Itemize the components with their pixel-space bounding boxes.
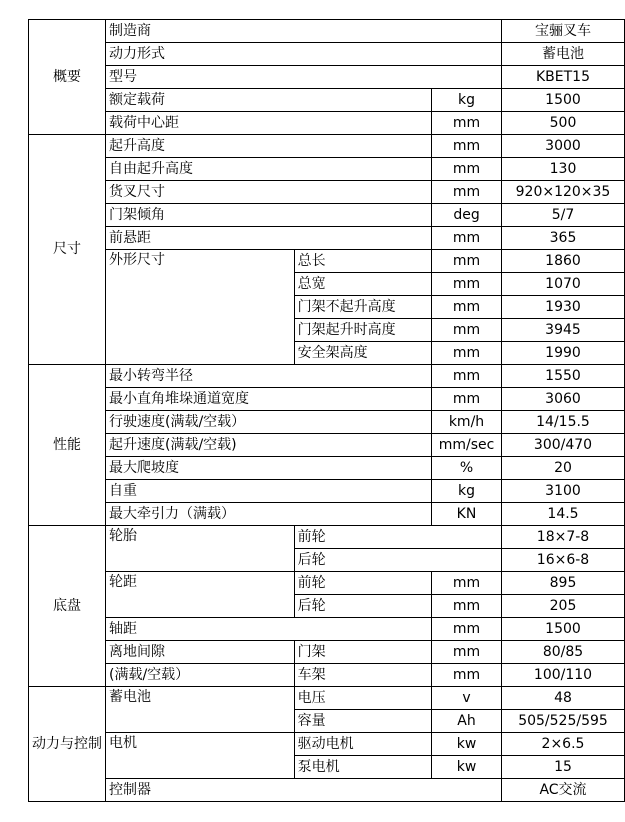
row-unit: mm [432, 319, 502, 342]
row-value: 505/525/595 [501, 710, 624, 733]
row-unit: mm [432, 296, 502, 319]
table-row [29, 66, 625, 89]
row-label: 最小直角堆垛通道宽度 [106, 388, 432, 411]
row-value: 205 [501, 595, 624, 618]
row-unit: mm [432, 388, 502, 411]
row-label: 电机 [106, 733, 295, 779]
row-unit: kg [432, 89, 502, 112]
spec-table [28, 19, 625, 802]
row-label: 起升高度 [106, 135, 432, 158]
row-label: 控制器 [106, 779, 502, 802]
row-value: 3000 [501, 135, 624, 158]
row-value: 1930 [501, 296, 624, 319]
table-row [29, 618, 625, 641]
sub-label: 后轮 [294, 595, 431, 618]
row-value: 14/15.5 [501, 411, 624, 434]
row-value: 1860 [501, 250, 624, 273]
row-value: 3060 [501, 388, 624, 411]
row-unit: kg [432, 480, 502, 503]
table-row [29, 250, 625, 273]
row-unit: mm [432, 227, 502, 250]
row-value: 48 [501, 687, 624, 710]
row-value: 500 [501, 112, 624, 135]
sub-label: 泵电机 [294, 756, 431, 779]
row-value: 100/110 [501, 664, 624, 687]
table-row [29, 480, 625, 503]
table-row [29, 779, 625, 802]
sub-label: 驱动电机 [294, 733, 431, 756]
row-value: 1500 [501, 618, 624, 641]
row-unit: mm [432, 618, 502, 641]
row-unit: mm [432, 342, 502, 365]
section-chassis: 底盘 [29, 526, 106, 687]
row-label: 最大爬坡度 [106, 457, 432, 480]
row-unit: mm [432, 572, 502, 595]
table-row [29, 457, 625, 480]
table-row [29, 43, 625, 66]
row-unit: mm [432, 158, 502, 181]
row-value: AC交流 [501, 779, 624, 802]
row-value: 2×6.5 [501, 733, 624, 756]
row-value: 3100 [501, 480, 624, 503]
table-row [29, 434, 625, 457]
row-value: 1500 [501, 89, 624, 112]
section-general: 概要 [29, 20, 106, 135]
sub-label: 门架起升时高度 [294, 319, 431, 342]
row-label: 自由起升高度 [106, 158, 432, 181]
row-label: 货叉尺寸 [106, 181, 432, 204]
row-label: 载荷中心距 [106, 112, 432, 135]
row-value: 1070 [501, 273, 624, 296]
table-row [29, 388, 625, 411]
section-power: 动力与控制 [29, 687, 106, 802]
row-value: 130 [501, 158, 624, 181]
row-unit: deg [432, 204, 502, 227]
row-label: 行驶速度(满载/空载） [106, 411, 432, 434]
sub-label: 门架 [294, 641, 431, 664]
row-value: 16×6-8 [501, 549, 624, 572]
table-row [29, 227, 625, 250]
sub-label: 安全架高度 [294, 342, 431, 365]
sub-label: 总长 [294, 250, 431, 273]
table-row [29, 687, 625, 710]
row-unit: mm [432, 664, 502, 687]
table-row [29, 135, 625, 158]
row-label: 离地间隙 [106, 641, 295, 664]
row-unit: mm [432, 595, 502, 618]
row-value: 蓄电池 [501, 43, 624, 66]
sub-label: 容量 [294, 710, 431, 733]
row-value: 18×7-8 [501, 526, 624, 549]
section-performance: 性能 [29, 365, 106, 526]
row-value: 20 [501, 457, 624, 480]
sub-label: 前轮 [294, 572, 431, 595]
row-unit: KN [432, 503, 502, 526]
row-value: 365 [501, 227, 624, 250]
row-value: 1990 [501, 342, 624, 365]
row-unit: % [432, 457, 502, 480]
row-label: 型号 [106, 66, 502, 89]
row-value: 15 [501, 756, 624, 779]
table-row [29, 365, 625, 388]
sub-label: 电压 [294, 687, 431, 710]
table-row [29, 503, 625, 526]
row-label: 最大牵引力（满载） [106, 503, 432, 526]
row-value: KBET15 [501, 66, 624, 89]
row-label: 蓄电池 [106, 687, 295, 733]
row-unit: mm [432, 250, 502, 273]
row-label: 前悬距 [106, 227, 432, 250]
row-unit: mm [432, 273, 502, 296]
table-row [29, 733, 625, 756]
row-unit: mm [432, 641, 502, 664]
sub-label: 车架 [294, 664, 431, 687]
sub-label: 前轮 [294, 526, 501, 549]
row-label: 自重 [106, 480, 432, 503]
sub-label: 总宽 [294, 273, 431, 296]
row-unit: v [432, 687, 502, 710]
row-unit: mm/sec [432, 434, 502, 457]
table-row [29, 112, 625, 135]
row-value: 1550 [501, 365, 624, 388]
row-label: 动力形式 [106, 43, 502, 66]
table-row [29, 572, 625, 595]
row-unit: kw [432, 756, 502, 779]
table-row [29, 20, 625, 43]
row-value: 3945 [501, 319, 624, 342]
table-row [29, 158, 625, 181]
row-value: 宝骊叉车 [501, 20, 624, 43]
table-row [29, 664, 625, 687]
row-unit: mm [432, 181, 502, 204]
row-label: 最小转弯半径 [106, 365, 432, 388]
row-value: 80/85 [501, 641, 624, 664]
row-unit: km/h [432, 411, 502, 434]
row-label: 轮距 [106, 572, 295, 618]
row-label: 外形尺寸 [106, 250, 295, 365]
row-value: 895 [501, 572, 624, 595]
row-unit: kw [432, 733, 502, 756]
row-unit: mm [432, 112, 502, 135]
section-dimensions: 尺寸 [29, 135, 106, 365]
row-label: 制造商 [106, 20, 502, 43]
row-label: 起升速度(满载/空载) [106, 434, 432, 457]
table-row [29, 89, 625, 112]
row-unit: mm [432, 135, 502, 158]
row-label-sub: (满载/空载） [106, 664, 295, 687]
row-label: 额定载荷 [106, 89, 432, 112]
row-label: 轮胎 [106, 526, 295, 572]
row-label: 轴距 [106, 618, 432, 641]
row-unit: mm [432, 365, 502, 388]
table-row [29, 181, 625, 204]
table-row [29, 526, 625, 549]
sub-label: 门架不起升高度 [294, 296, 431, 319]
row-unit: Ah [432, 710, 502, 733]
row-value: 920×120×35 [501, 181, 624, 204]
table-row [29, 204, 625, 227]
table-row [29, 411, 625, 434]
row-value: 14.5 [501, 503, 624, 526]
row-value: 300/470 [501, 434, 624, 457]
row-label: 门架倾角 [106, 204, 432, 227]
table-row [29, 641, 625, 664]
row-value: 5/7 [501, 204, 624, 227]
sub-label: 后轮 [294, 549, 501, 572]
